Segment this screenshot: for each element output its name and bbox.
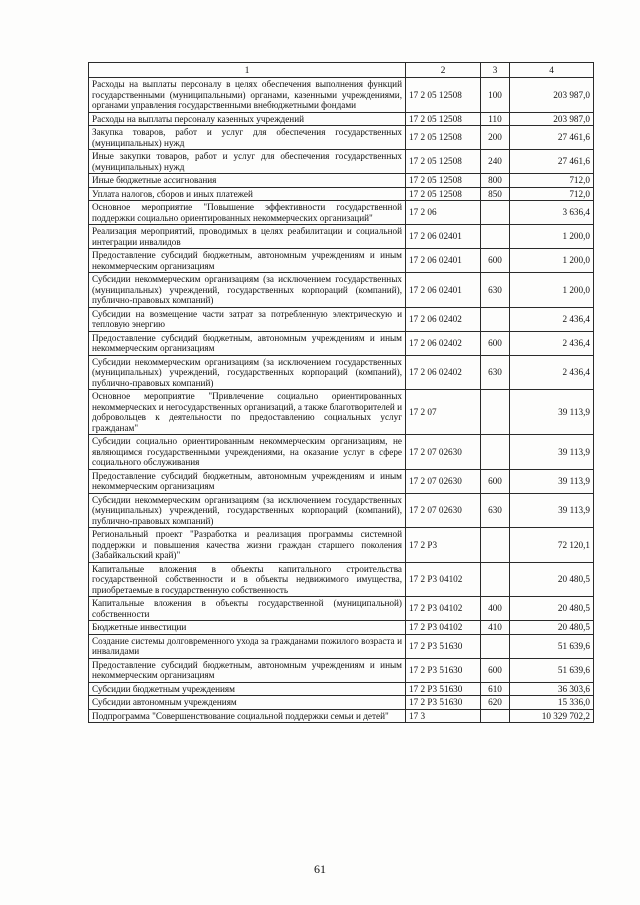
cell-name: Основное мероприятие "Повышение эффективности государственной поддержки социально ориентированных некоммерческих организаций" — [89, 201, 406, 225]
cell-name: Субсидии некоммерческим организациям (за исключением государственных (муниципальных) учреждений, государственных корпораций (компаний), публично-правовых компаний) — [89, 273, 406, 308]
cell-code: 17 2 P3 04102 — [406, 597, 481, 621]
cell-name: Закупка товаров, работ и услуг для обеспечения государственных (муниципальных) нужд — [89, 126, 406, 150]
table-row — [89, 682, 594, 696]
table-row — [89, 150, 594, 174]
cell-type — [481, 201, 510, 225]
cell-name: Предоставление субсидий бюджетным, автономным учреждениям и иным некоммерческим организациям — [89, 658, 406, 682]
cell-type: 400 — [481, 597, 510, 621]
cell-name: Субсидии некоммерческим организациям (за исключением государственных (муниципальных) учреждений, государственных корпораций (компаний), публично-правовых компаний) — [89, 493, 406, 528]
cell-amount: 712,0 — [510, 174, 594, 188]
table-row — [89, 78, 594, 113]
table-row — [89, 469, 594, 493]
cell-amount: 2 436,4 — [510, 355, 594, 390]
cell-code: 17 2 05 12508 — [406, 78, 481, 113]
cell-code: 17 2 07 02630 — [406, 435, 481, 470]
cell-type: 110 — [481, 112, 510, 126]
table-row — [89, 493, 594, 528]
cell-name: Предоставление субсидий бюджетным, автономным учреждениям и иным некоммерческим организациям — [89, 469, 406, 493]
cell-code: 17 2 P3 51630 — [406, 696, 481, 710]
table-row — [89, 696, 594, 710]
cell-name: Региональный проект "Разработка и реализация программы системной поддержки и повышения качества жизни граждан старшего поколения (Забайкальский край)" — [89, 528, 406, 563]
table-row — [89, 187, 594, 201]
cell-code: 17 2 07 — [406, 390, 481, 435]
table-row — [89, 390, 594, 435]
cell-code: 17 2 06 02401 — [406, 273, 481, 308]
cell-name: Субсидии некоммерческим организациям (за исключением государственных (муниципальных) учреждений, государственных корпораций (компаний), публично-правовых компаний) — [89, 355, 406, 390]
cell-type — [481, 390, 510, 435]
cell-amount: 1 200,0 — [510, 273, 594, 308]
cell-type: 240 — [481, 150, 510, 174]
cell-type: 630 — [481, 273, 510, 308]
page-number: 61 — [314, 862, 326, 876]
cell-name: Субсидии социально ориентированным некоммерческим организациям, не являющимся государственными учреждениями, на оказание услуг в сфере социального обслуживания — [89, 435, 406, 470]
cell-amount: 20 480,5 — [510, 621, 594, 635]
cell-type: 600 — [481, 469, 510, 493]
cell-amount: 20 480,5 — [510, 562, 594, 597]
cell-type: 610 — [481, 682, 510, 696]
table-row — [89, 597, 594, 621]
cell-type — [481, 709, 510, 723]
cell-type: 850 — [481, 187, 510, 201]
cell-amount: 39 113,9 — [510, 435, 594, 470]
cell-amount: 39 113,9 — [510, 469, 594, 493]
cell-code: 17 2 P3 51630 — [406, 634, 481, 658]
cell-amount: 10 329 702,2 — [510, 709, 594, 723]
cell-code: 17 2 05 12508 — [406, 174, 481, 188]
cell-code: 17 2 06 02402 — [406, 331, 481, 355]
cell-name: Иные бюджетные ассигнования — [89, 174, 406, 188]
table-row — [89, 621, 594, 635]
cell-name: Основное мероприятие "Привлечение социально ориентированных некоммерческих и негосударственных организаций, а также благотворителей и добровольцев к деятельности по предоставлению социальных услуг гражданам" — [89, 390, 406, 435]
cell-code: 17 2 06 02401 — [406, 249, 481, 273]
cell-code: 17 2 07 02630 — [406, 469, 481, 493]
header-cell-amount: 4 — [510, 63, 594, 78]
cell-type: 100 — [481, 78, 510, 113]
table-row — [89, 528, 594, 563]
cell-name: Субсидии бюджетным учреждениям — [89, 682, 406, 696]
cell-type: 600 — [481, 331, 510, 355]
cell-amount: 51 639,6 — [510, 658, 594, 682]
table-row — [89, 273, 594, 308]
cell-code: 17 2 P3 04102 — [406, 562, 481, 597]
cell-code: 17 2 06 02401 — [406, 225, 481, 249]
cell-amount: 3 636,4 — [510, 201, 594, 225]
cell-amount: 39 113,9 — [510, 390, 594, 435]
table-row — [89, 331, 594, 355]
cell-name: Создание системы долговременного ухода за гражданами пожилого возраста и инвалидами — [89, 634, 406, 658]
cell-amount: 1 200,0 — [510, 249, 594, 273]
cell-code: 17 3 — [406, 709, 481, 723]
cell-type: 410 — [481, 621, 510, 635]
cell-type — [481, 307, 510, 331]
table-row — [89, 112, 594, 126]
cell-amount: 203 987,0 — [510, 78, 594, 113]
cell-name: Капитальные вложения в объекты капитального строительства государственной собственности и в объекты недвижимого имущества, приобретаемые в государственную собственность — [89, 562, 406, 597]
cell-amount: 72 120,1 — [510, 528, 594, 563]
cell-amount: 51 639,6 — [510, 634, 594, 658]
cell-name: Подпрограмма "Совершенствование социальной поддержки семьи и детей" — [89, 709, 406, 723]
table-row — [89, 126, 594, 150]
cell-amount: 712,0 — [510, 187, 594, 201]
cell-amount: 36 303,6 — [510, 682, 594, 696]
cell-type: 200 — [481, 126, 510, 150]
cell-name: Предоставление субсидий бюджетным, автономным учреждениям и иным некоммерческим организациям — [89, 249, 406, 273]
cell-amount: 39 113,9 — [510, 493, 594, 528]
table-row — [89, 709, 594, 723]
cell-code: 17 2 05 12508 — [406, 126, 481, 150]
budget-table — [88, 62, 594, 723]
cell-amount: 2 436,4 — [510, 331, 594, 355]
cell-code: 17 2 P3 04102 — [406, 621, 481, 635]
table-row — [89, 634, 594, 658]
cell-type: 630 — [481, 493, 510, 528]
cell-name: Предоставление субсидий бюджетным, автономным учреждениям и иным некоммерческим организациям — [89, 331, 406, 355]
table-body — [89, 78, 594, 723]
table-row — [89, 174, 594, 188]
cell-amount: 203 987,0 — [510, 112, 594, 126]
cell-code: 17 2 05 12508 — [406, 150, 481, 174]
cell-code: 17 2 P3 — [406, 528, 481, 563]
header-cell-type: 3 — [481, 63, 510, 78]
cell-name: Бюджетные инвестиции — [89, 621, 406, 635]
cell-type — [481, 225, 510, 249]
cell-amount: 15 336,0 — [510, 696, 594, 710]
cell-code: 17 2 05 12508 — [406, 112, 481, 126]
table-row — [89, 355, 594, 390]
cell-name: Уплата налогов, сборов и иных платежей — [89, 187, 406, 201]
cell-name: Субсидии автономным учреждениям — [89, 696, 406, 710]
cell-type: 800 — [481, 174, 510, 188]
cell-name: Реализация мероприятий, проводимых в целях реабилитации и социальной интеграции инвалидов — [89, 225, 406, 249]
table-row — [89, 201, 594, 225]
cell-name: Иные закупки товаров, работ и услуг для обеспечения государственных (муниципальных) нужд — [89, 150, 406, 174]
table-row — [89, 307, 594, 331]
cell-amount: 27 461,6 — [510, 126, 594, 150]
table-row — [89, 562, 594, 597]
cell-name: Расходы на выплаты персоналу казенных учреждений — [89, 112, 406, 126]
cell-code: 17 2 05 12508 — [406, 187, 481, 201]
cell-code: 17 2 P3 51630 — [406, 658, 481, 682]
cell-name: Капитальные вложения в объекты государственной (муниципальной) собственности — [89, 597, 406, 621]
cell-type: 600 — [481, 658, 510, 682]
cell-type: 600 — [481, 249, 510, 273]
cell-code: 17 2 06 02402 — [406, 355, 481, 390]
cell-amount: 27 461,6 — [510, 150, 594, 174]
table-row — [89, 249, 594, 273]
cell-type — [481, 634, 510, 658]
cell-type — [481, 435, 510, 470]
cell-name: Субсидии на возмещение части затрат за потребленную электрическую и тепловую энергию — [89, 307, 406, 331]
table-row — [89, 435, 594, 470]
cell-code: 17 2 07 02630 — [406, 493, 481, 528]
cell-amount: 1 200,0 — [510, 225, 594, 249]
cell-type: 630 — [481, 355, 510, 390]
cell-name: Расходы на выплаты персоналу в целях обеспечения выполнения функций государственными (муниципальными) органами, казенными учреждениями, органами управления государственными внебюджетными фондами — [89, 78, 406, 113]
cell-amount: 20 480,5 — [510, 597, 594, 621]
cell-code: 17 2 06 02402 — [406, 307, 481, 331]
cell-type — [481, 528, 510, 563]
table-row — [89, 658, 594, 682]
cell-type: 620 — [481, 696, 510, 710]
table-row — [89, 225, 594, 249]
cell-type — [481, 562, 510, 597]
header-cell-code: 2 — [406, 63, 481, 78]
header-cell-name: 1 — [89, 63, 406, 78]
cell-amount: 2 436,4 — [510, 307, 594, 331]
cell-code: 17 2 06 — [406, 201, 481, 225]
cell-code: 17 2 P3 51630 — [406, 682, 481, 696]
table-header-row — [89, 63, 594, 78]
